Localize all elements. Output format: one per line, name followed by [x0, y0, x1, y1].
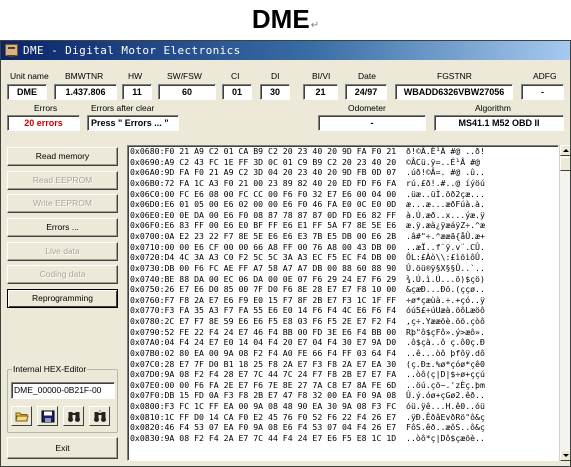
date-field: 24/97 — [345, 84, 387, 100]
label-ci: CI — [231, 71, 240, 81]
window-title: DME - Digital Motor Electronics — [23, 44, 241, 57]
fgstnr-field: WBADD6326VBW27056 — [395, 84, 513, 100]
hex-row: 0x0720:D4 4C 3A A3 C0 F2 5C 5C 3A A3 EC F5 EC F4 DB 00 ÔL:£Àò\\:£ìõìôÛ. — [130, 252, 485, 263]
hex-row: 0x0830:9A 08 F2 F4 2A E7 7C 44 F4 24 E7 E6 F5 E8 1C 1D ..òô*ç|Dô$çæõè.. — [130, 432, 485, 443]
coding-data-button[interactable]: Coding data — [7, 265, 118, 284]
hex-row: 0x0790:52 FE 22 F4 24 E7 46 F4 BB 00 FD 3E E6 F4 BB 00 Rþ"ô$çFô».ý>æô». — [130, 326, 485, 337]
window-titlebar[interactable] — [1, 41, 570, 60]
hex-row: 0x07E0:00 00 F6 FA 2E E7 F6 7E 8E 27 7A C8 E7 8A FE 6D ..öú.çö~.'zÈç.þm — [130, 379, 485, 390]
hex-scrollbar[interactable] — [559, 145, 570, 461]
label-bi-vi: BI/VI — [312, 71, 331, 81]
hex-row: 0x0740:BE 88 DA 00 EC 06 DA 00 0E 07 F6 29 24 E7 F6 29 ¾.Ú.ì.Ú...ö)$çö) — [130, 273, 485, 284]
document-heading — [0, 4, 571, 35]
reprogramming-button[interactable]: Reprogramming — [7, 289, 118, 308]
hex-row: 0x0700:0A E2 23 22 F7 8E 5E E6 E6 E3 7B E5 DB 00 E6 2B .â#"÷.^ææã{åÛ.æ+ — [130, 231, 485, 241]
hex-row: 0x0810:1C FF D0 14 CA F0 E2 45 76 F0 52 F6 22 F4 26 E7 .ÿÐ.ÊðâEvðRö"ô&ç — [130, 411, 485, 422]
hex-row: 0x06A0:9D FA F0 21 A9 C2 3D 04 20 23 40 20 9D FB 0D 07 .úð!©Â=. #@ .û.. — [130, 167, 485, 178]
label-fgstnr: FGSTNR — [437, 71, 472, 81]
label-date: Date — [358, 71, 376, 81]
search-binoculars-icon — [67, 410, 81, 423]
scroll-down-arrow-icon[interactable] — [560, 450, 571, 461]
errors-after-clear-field: Press " Errors ... " — [87, 115, 179, 131]
scroll-thumb[interactable] — [560, 157, 571, 171]
bmwtnr-field: 1.437.806 — [54, 84, 117, 100]
hex-row: 0x0820:46 F4 53 07 EA F0 9A 08 E6 F4 53 07 04 F4 26 E7 FôS.êð..æôS..ô&ç — [130, 422, 485, 433]
algorithm-field: MS41.1 M52 OBD II — [434, 115, 564, 131]
find-next-button[interactable] — [89, 406, 110, 426]
errors-button[interactable]: Errors ... — [7, 218, 118, 237]
app-icon — [5, 44, 18, 56]
scroll-up-arrow-icon[interactable] — [560, 145, 571, 156]
odometer-field: - — [318, 115, 426, 131]
exit-button[interactable]: Exit — [7, 437, 118, 459]
hex-row: 0x07D0:9A 08 F2 F4 28 E7 7C 44 7C 24 F7 F8 2B E7 E7 FA ..òô(ç|D|$÷ø+ççú — [130, 369, 485, 380]
label-adfg: ADFG — [533, 71, 557, 81]
hex-row: 0x06F0:E6 83 FF 00 E6 E0 BF FF E6 E1 FF 5A F7 8E 5E E6 æ.ÿ.æà¿ÿæáÿZ÷.^æ — [130, 220, 485, 231]
hex-row: 0x0710:00 00 E6 CF 00 00 66 A8 FF 00 76 A8 00 43 DB 00 ..æÏ..f¨ÿ.v¨.CÛ. — [130, 241, 485, 252]
sw-fsw-field: 60 — [158, 84, 216, 100]
ci-field: 01 — [222, 84, 252, 100]
label-unit-name: Unit name — [10, 71, 49, 81]
label-sw-fsw: SW/FSW — [167, 71, 202, 81]
hex-row: 0x07C0:28 E7 7F D0 B1 18 25 F8 2A E7 F3 F8 2A E7 EA 30 (ç.Ð±.%ø*çóø*çê0 — [130, 358, 485, 369]
bi-vi-field: 21 — [303, 84, 338, 100]
search-button[interactable] — [63, 406, 84, 426]
hex-row — [128, 444, 558, 455]
hex-editor-group — [7, 364, 118, 433]
hex-row: 0x0730:DB 00 F6 FC AE FF A7 58 A7 A7 DB 00 88 60 88 90 Û.öü®ÿ§X§§Û..`.. — [130, 262, 485, 273]
hex-row: 0x0780:2C E7 F7 8E 59 E6 E6 F5 E8 03 F6 F5 2E E7 F2 F4 ,ç÷.Yææõè.öõ.çòô — [130, 316, 485, 326]
document-heading-text: DME — [251, 4, 310, 34]
hex-row: 0x07B0:02 80 EA 00 9A 08 F2 F4 A0 FE 66 F4 FF 03 64 F4 ..ê...òô þfôÿ.dô — [130, 347, 485, 358]
di-field: 30 — [260, 84, 290, 100]
errors-count-field: 20 errors — [7, 115, 80, 131]
read-memory-button[interactable]: Read memory — [7, 147, 118, 166]
hex-dump-view[interactable] — [127, 145, 559, 461]
find-next-binoculars-icon — [93, 410, 107, 423]
hex-row: 0x0680:F0 21 A9 C2 01 CA B9 C2 20 23 40 20 9D FA F0 21 ð!©Â.Ê¹Â #@ ..ð! — [130, 146, 485, 156]
open-file-button[interactable] — [11, 406, 32, 426]
hex-file-field[interactable]: DME_00000-0B21F-00 — [11, 382, 115, 399]
hex-editor-group-label: Internal HEX-Editor — [13, 364, 87, 374]
label-di: DI — [271, 71, 280, 81]
hex-row: 0x0800:F3 FC 1C FF EA 00 9A 08 48 90 EA 30 9A 08 F3 FC óü.ÿê...H.ê0..óü — [130, 401, 485, 411]
write-eeprom-button[interactable]: Write EEPROM — [7, 194, 118, 213]
save-file-button[interactable] — [37, 406, 58, 426]
hw-field: 11 — [122, 84, 152, 100]
label-algorithm: Algorithm — [475, 103, 511, 113]
hex-row: 0x06E0:E0 0E DA 00 E6 F0 08 87 78 87 87 0D FD E6 82 FF à.Ú.æð..x...ýæ.ÿ — [130, 209, 485, 220]
hex-row: 0x07A0:04 F4 24 E7 E0 14 04 F4 20 E7 04 F4 30 E7 9A D0 .ô$çà..ô ç.ô0ç.Ð — [130, 337, 485, 348]
app-window — [0, 40, 571, 467]
label-bmwtnr: BMWTNR — [65, 71, 104, 81]
hex-row: 0x0690:A9 C2 43 FC 1E FF 3D 0C 01 C9 B9 C2 20 23 40 20 ©ÂCü.ÿ=..É¹Â #@ — [130, 156, 480, 167]
label-errors-after-clear: Errors after clear — [91, 103, 155, 113]
paragraph-mark-icon: ↵ — [310, 20, 320, 31]
hex-row: 0x06D0:E6 01 05 00 E6 02 00 00 E6 F0 46 FA E0 0C E0 0D æ...æ...æðFúà.à. — [130, 199, 485, 210]
label-odometer: Odometer — [348, 103, 386, 113]
open-folder-icon — [15, 410, 29, 423]
read-eeprom-button[interactable]: Read EEPROM — [7, 171, 118, 190]
label-hw: HW — [128, 71, 143, 81]
hex-row: 0x0750:26 E7 E6 D0 85 00 7F D0 F6 8E 28 E7 E7 F8 10 00 &çæÐ...Ðö.(ççø.. — [130, 284, 485, 295]
label-errors: Errors — [34, 103, 58, 113]
hex-row: 0x0760:F7 F8 2A E7 E6 F9 E0 15 F7 8F 2B E7 F3 1C 1F FF ÷ø*çæùà.÷.+çó..ÿ — [130, 294, 485, 305]
adfg-field: - — [521, 84, 564, 100]
hex-row: 0x06B0:72 FA 1C A3 F0 21 00 23 89 82 40 20 ED FD F6 FA rú.£ð!.#..@ íýöú — [130, 177, 485, 188]
hex-row: 0x07F0:DB 15 FD 0A F3 F8 2B E7 47 F8 32 00 EA F0 9A 08 Û.ý.óø+çGø2.êð.. — [130, 390, 485, 401]
hex-row: 0x0770:F3 FA 35 A3 F7 FA 55 E6 E0 14 F6 F4 4C E6 F6 F4 óú5£÷úUæà.öôLæöô — [130, 305, 485, 316]
hex-row: 0x06C0:00 FC E6 08 00 FC CC 00 F6 F0 32 E7 E6 00 04 00 .üæ..üÌ.öð2çæ... — [130, 188, 485, 199]
save-disk-icon — [41, 410, 55, 423]
unit-name-field: DME — [7, 84, 47, 100]
live-data-button[interactable]: Live data — [7, 242, 118, 261]
